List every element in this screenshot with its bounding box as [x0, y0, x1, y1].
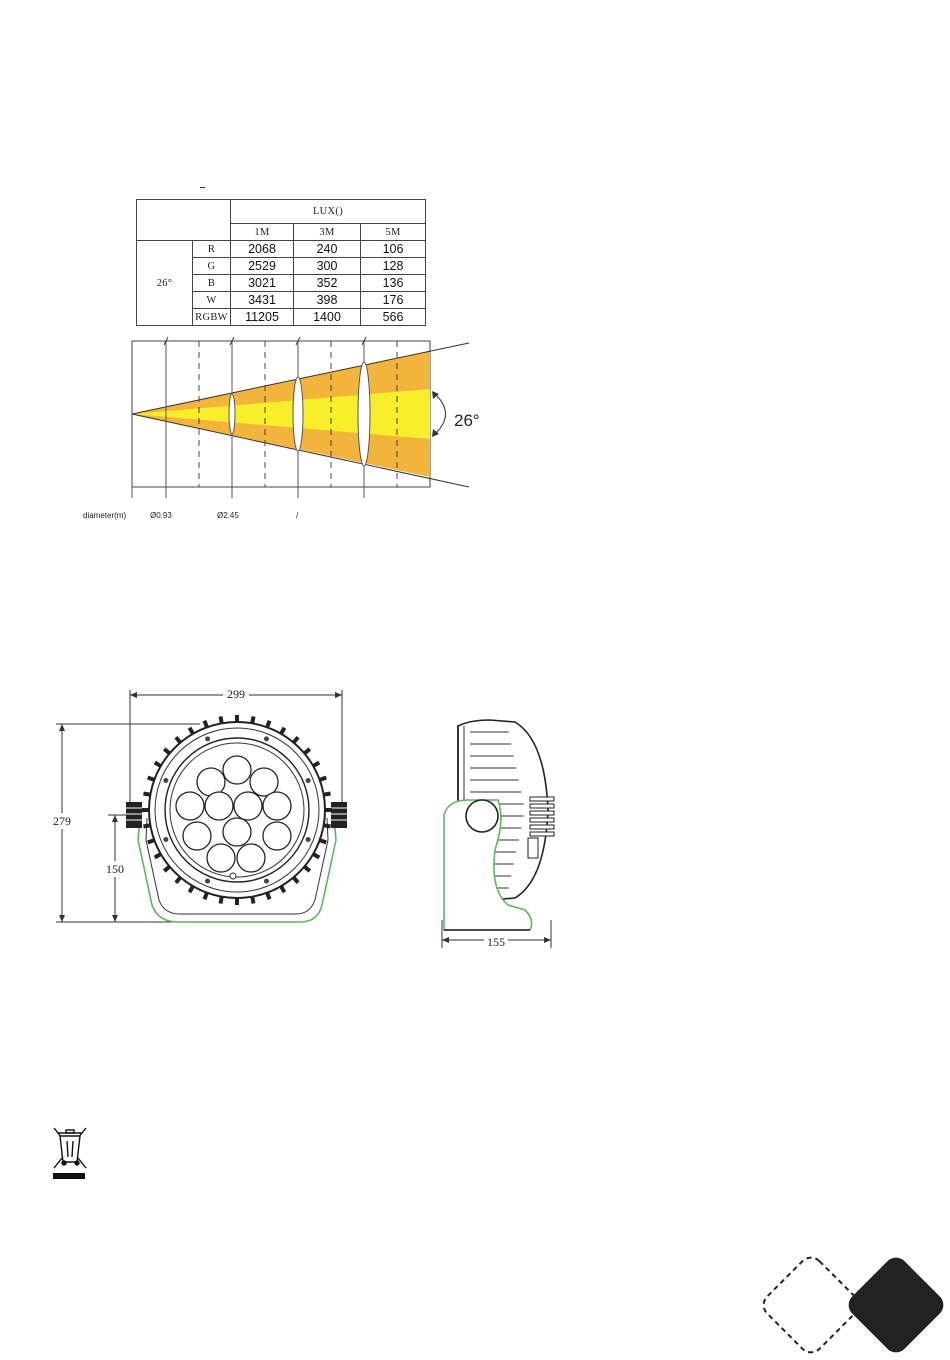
led-lens: [183, 822, 211, 850]
led-lens: [234, 792, 262, 820]
beam-diagram: [83, 337, 480, 520]
led-lens: [207, 844, 235, 872]
lux-value: 300: [294, 258, 361, 275]
led-lens: [237, 844, 265, 872]
lux-header: LUX(): [231, 200, 426, 224]
screw: [163, 778, 168, 783]
beam-angle-label: 26°: [454, 411, 480, 430]
color-label: W: [193, 292, 231, 309]
width-dimension: 299: [227, 687, 245, 701]
led-lens: [263, 792, 291, 820]
side-knob: [466, 800, 498, 832]
lux-value: 128: [361, 258, 426, 275]
lux-value: 136: [361, 275, 426, 292]
led-lens: [223, 818, 251, 846]
diamond-logo-icon: [759, 1253, 949, 1358]
led-lens: [176, 792, 204, 820]
lux-value: 2529: [231, 258, 294, 275]
screw: [264, 736, 269, 741]
depth-dimension: 155: [487, 935, 505, 949]
led-lens: [263, 822, 291, 850]
distance-5m: 5M: [361, 224, 426, 241]
color-label: R: [193, 241, 231, 258]
distance-1m: 1M: [231, 224, 294, 241]
side-view-drawing: [442, 720, 554, 949]
screw: [306, 837, 311, 842]
lux-value: 352: [294, 275, 361, 292]
crossed-out-wheelie-bin-icon: [53, 1128, 86, 1179]
screw: [306, 778, 311, 783]
color-label: B: [193, 275, 231, 292]
diameter-value: Ø0.93: [150, 511, 172, 520]
lux-value: 2068: [231, 241, 294, 258]
led-lens: [205, 792, 233, 820]
led-lens: [223, 756, 251, 784]
front-sensor: [230, 873, 236, 879]
distance-3m: 3M: [294, 224, 361, 241]
lux-value: 1400: [294, 309, 361, 326]
yoke-knob-left: [126, 802, 142, 828]
lux-value: 11205: [231, 309, 294, 326]
screw: [264, 879, 269, 884]
lux-value: 106: [361, 241, 426, 258]
screw: [205, 879, 210, 884]
front-view-drawing: [52, 687, 347, 922]
angle-arc: [436, 395, 446, 433]
height-dimension: 279: [53, 814, 71, 828]
color-label: G: [193, 258, 231, 275]
lux-value: 3431: [231, 292, 294, 309]
lux-value: 566: [361, 309, 426, 326]
lux-value: 176: [361, 292, 426, 309]
diameter-value: /: [296, 511, 299, 520]
cable-gland: [528, 838, 538, 858]
lux-value: 3021: [231, 275, 294, 292]
beam-angle-cell: 26°: [137, 241, 193, 326]
lux-value: 240: [294, 241, 361, 258]
screw: [163, 837, 168, 842]
screw: [205, 736, 210, 741]
color-label: RGBW: [193, 309, 231, 326]
diameter-value: Ø2.45: [217, 511, 239, 520]
yoke-knob-right: [331, 802, 347, 828]
bracket-height-dimension: 150: [106, 862, 124, 876]
lux-value: 398: [294, 292, 361, 309]
diameter-label: diameter(m): [83, 511, 127, 520]
